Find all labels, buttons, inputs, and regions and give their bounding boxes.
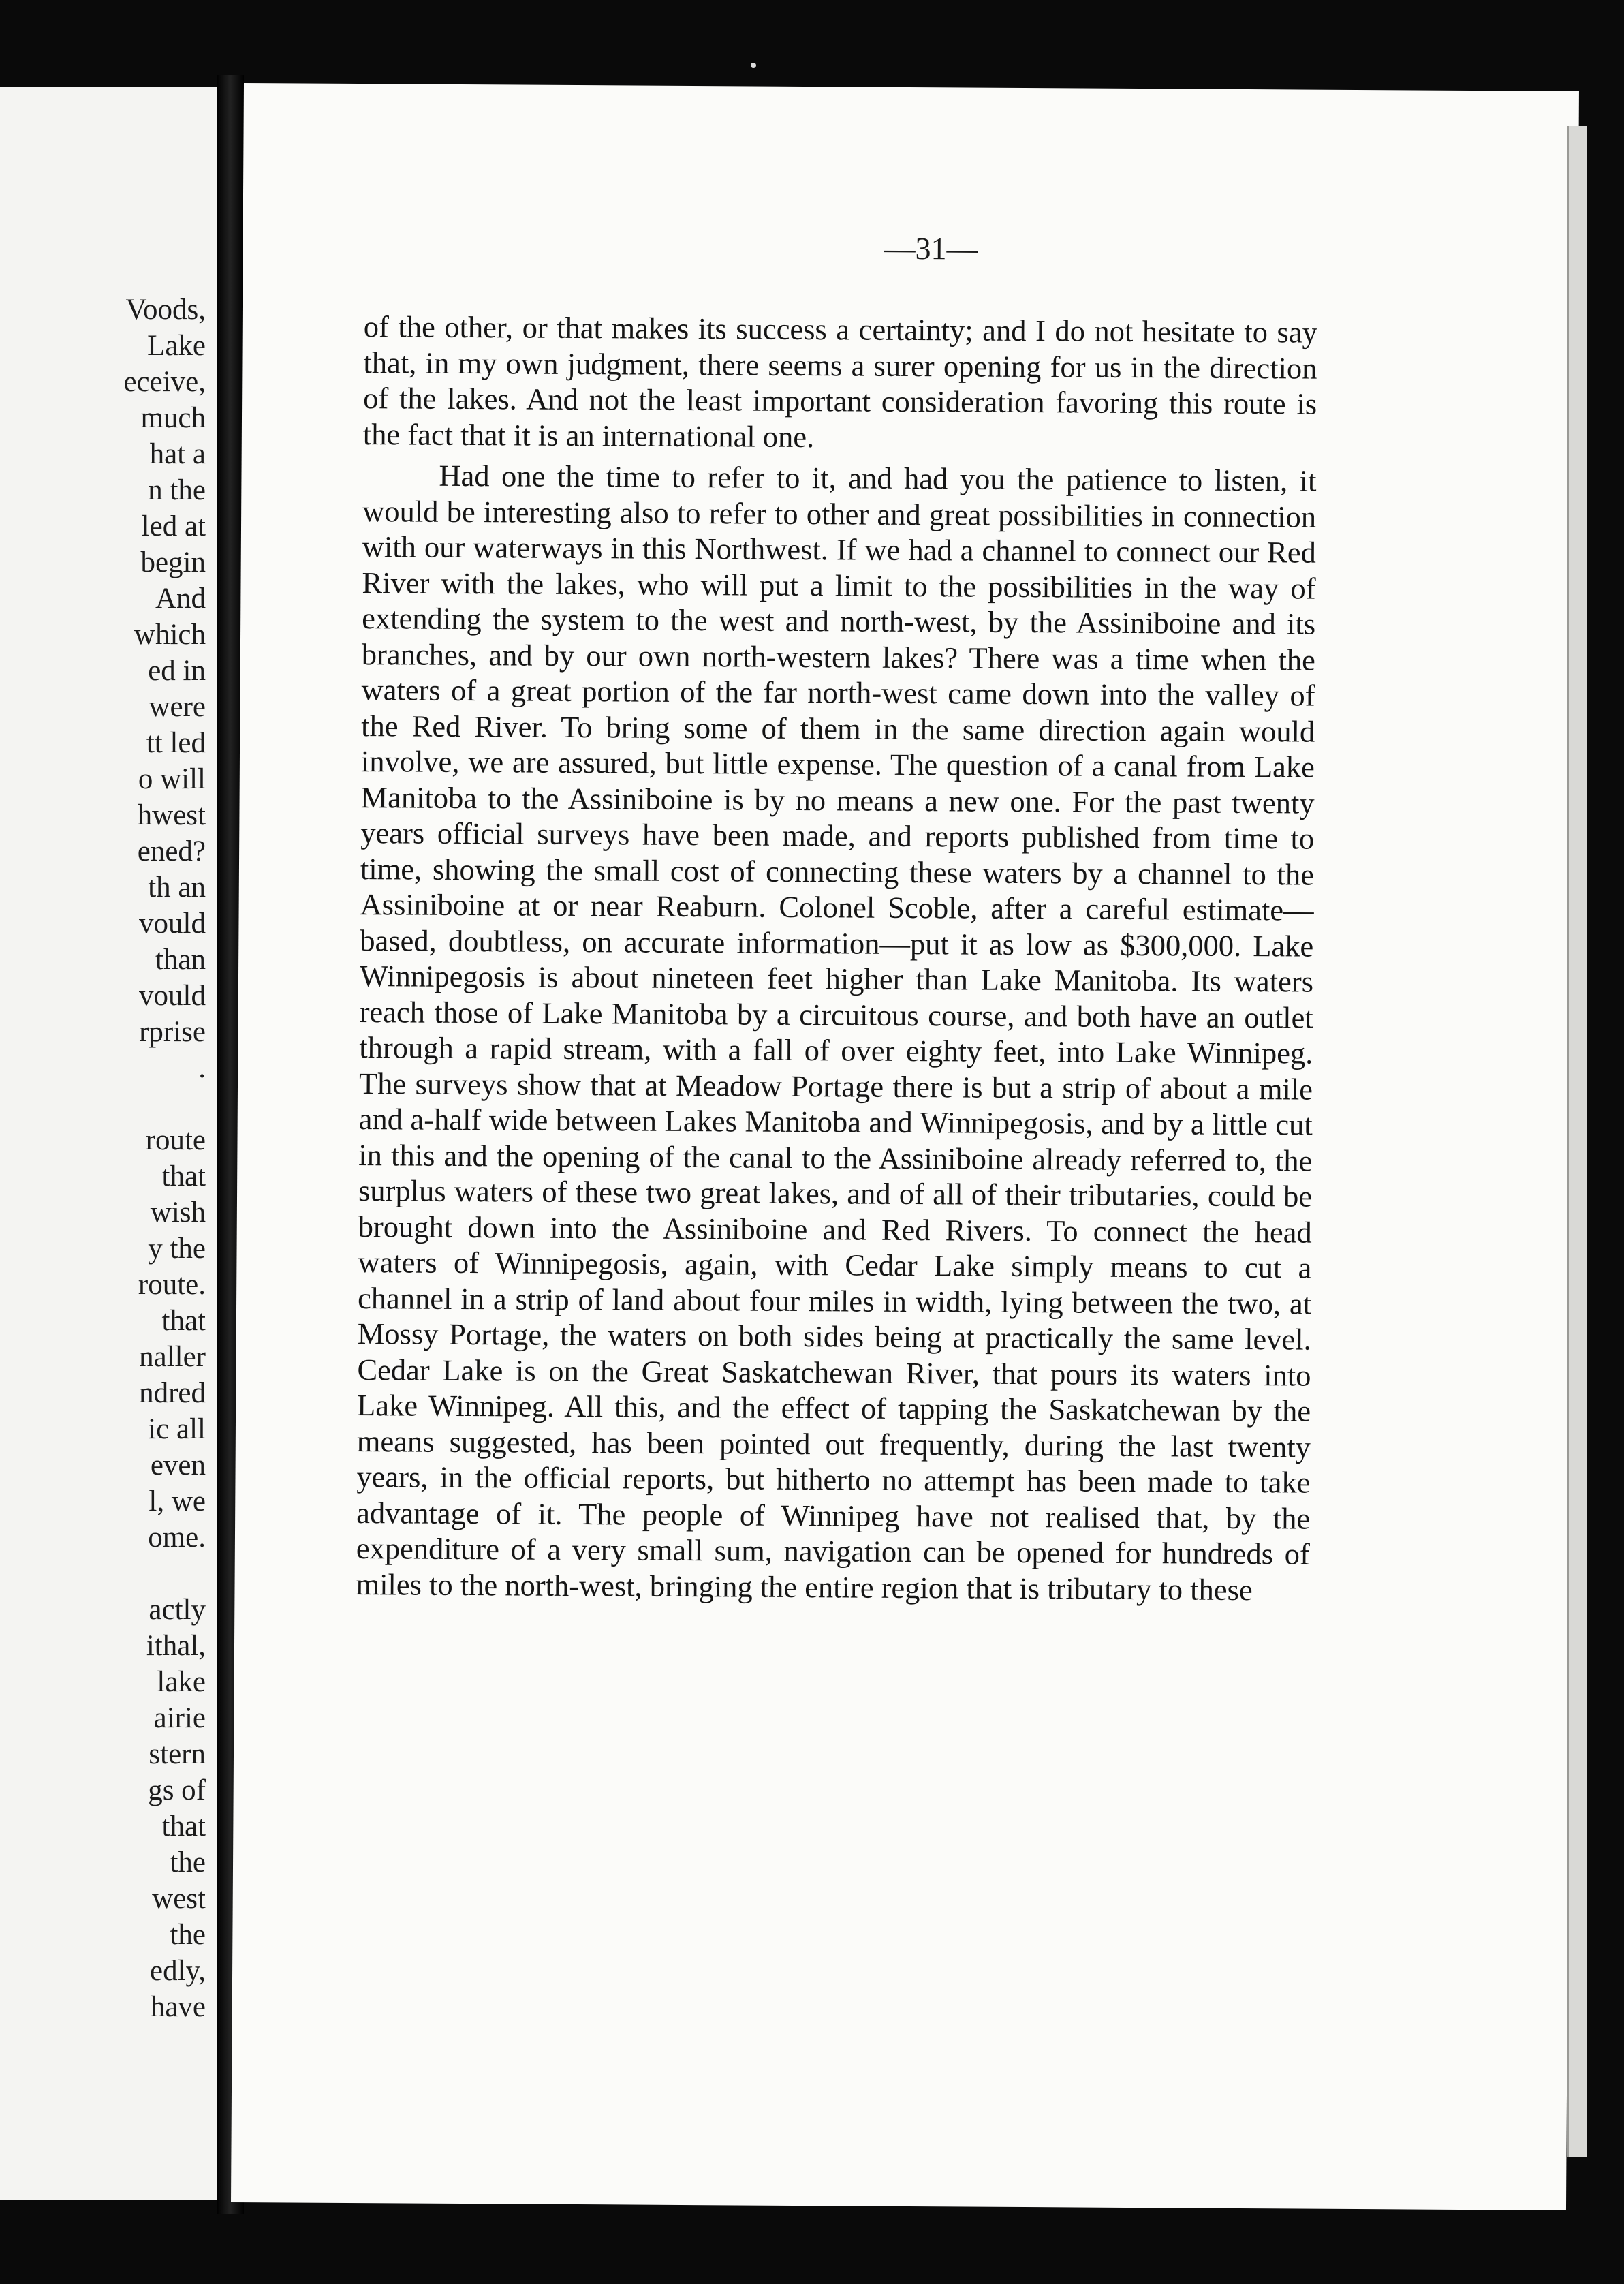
facing-page-line: edly, (150, 1955, 206, 1987)
facing-page-line: . (198, 1052, 206, 1084)
facing-page-line: airie (153, 1702, 206, 1734)
facing-page-line: route. (138, 1269, 206, 1301)
facing-page-line: ed in (148, 655, 206, 687)
facing-page-line: lake (157, 1666, 206, 1698)
facing-page-line: gs of (148, 1774, 206, 1806)
facing-page-line: ic all (148, 1413, 206, 1445)
facing-page-line: much (140, 402, 206, 434)
facing-page-line: naller (139, 1341, 206, 1373)
facing-page-line: the (170, 1919, 206, 1951)
facing-page-line: rprise (139, 1016, 206, 1048)
facing-page-line: ome. (148, 1522, 206, 1554)
facing-page-line: o will (138, 763, 206, 795)
facing-page-line (123, 1556, 206, 1592)
facing-page-line: y the (148, 1233, 206, 1265)
facing-page-line: tt led (146, 727, 206, 759)
facing-page-line: ened? (137, 835, 206, 867)
facing-page (0, 87, 229, 2200)
facing-page-line: wish (150, 1197, 206, 1229)
facing-page-line (123, 1086, 206, 1122)
page-number: —31— (884, 230, 978, 266)
facing-page-line: than (155, 944, 206, 976)
paragraph-continued: of the other, or that makes its success a certainty; and I do not hesitate to say that, in my own judgment, there seems a surer opening for us in the direction of the lakes. And not the least important consideration favoring this route is the fact that it is an international one. (362, 309, 1317, 454)
scan-speck (751, 63, 756, 68)
facing-page-line: ndred (139, 1377, 206, 1409)
facing-page-line: the (170, 1847, 206, 1879)
body-text (356, 309, 1317, 1614)
facing-page-line: begin (140, 546, 206, 578)
facing-page-line: Voods, (125, 294, 206, 326)
facing-page-line: west (152, 1883, 206, 1915)
facing-page-line: hwest (137, 799, 206, 831)
document-page (231, 83, 1579, 2210)
facing-page-line: ithal, (146, 1630, 206, 1662)
facing-page-line: Lake (147, 330, 206, 362)
facing-page-line: vould (139, 980, 206, 1012)
facing-page-line: l, we (149, 1485, 206, 1517)
paragraph: Had one the time to refer to it, and had you the patience to listen, it would be interesting also to refer to other and great possibilities in connection with our waterways in this Northwest. If we had a channel to connect our Red River with the lakes, who will put a limit to the possibilities in the way of extending the system to the west and north-west, by the Assiniboine and its branches, and by our own north-western lakes? There was a time when the waters of a great portion of the far north-west came down into the valley of the Red River. To bring some of them in the same direction again would involve, we are assured, but little expense. The question of a canal from Lake Manitoba to the Assiniboine is by no means a new one. For the past twenty years official surveys have been made, and reports published from time to time, showing the small cost of connecting these waters by a channel to the Assiniboine at or near Reaburn. Colonel Scoble, after a careful estimate—based, doubtless, on accurate information—put it as low as $300,000. Lake Winnipegosis is about nineteen feet higher than Lake Manitoba. Its waters reach those of Lake Manitoba by a circuitous course, and both have an outlet through a rapid stream, with a fall of over eighty feet, into Lake Winnipeg. The surveys show that at Meadow Portage there is but a strip of about a mile and a-half wide between Lakes Manitoba and Winnipegosis, and by a little cut in this and the opening of the canal to the Assiniboine already referred to, the surplus waters of these two great lakes, and of all of their tributaries, could be brought down into the Assiniboine and Red Rivers. To connect the head waters of Winnipegosis, again, with Cedar Lake simply means to cut a channel in a strip of land about four miles in width, lying between the two, at Mossy Portage, the waters on both sides being at practically the same level. Cedar Lake is on the Great Saskatchewan River, that pours its waters into Lake Winnipeg. All this, and the effect of tapping the Saskatchewan by the means suggested, has been pointed out frequently, during the last twenty years, in the official reports, but hitherto no attempt has been made to take advantage of it. The people of Winnipeg have not realised that, by the expenditure of a very small sum, navigation can be opened for hundreds of miles to the north-west, bringing the entire region that is tributary to these (356, 458, 1317, 1607)
page-edge (1567, 126, 1587, 2157)
facing-page-line: eceive, (123, 366, 206, 398)
facing-page-line: stern (149, 1738, 206, 1770)
facing-page-line: were (149, 691, 206, 723)
facing-page-line: which (134, 619, 206, 651)
facing-page-line: n the (148, 474, 206, 506)
facing-page-line: route (145, 1124, 206, 1156)
facing-page-text (123, 292, 206, 2025)
facing-page-line: th an (148, 871, 206, 904)
facing-page-line: vould (139, 908, 206, 940)
facing-page-line: led at (141, 510, 206, 542)
facing-page-line: that (161, 1810, 206, 1842)
facing-page-line: that (161, 1160, 206, 1192)
facing-page-line: And (155, 583, 206, 615)
facing-page-line: that (161, 1305, 206, 1337)
facing-page-line: hat a (149, 438, 206, 470)
facing-page-line: actly (149, 1594, 206, 1626)
facing-page-line: have (150, 1991, 206, 2023)
facing-page-line: even (150, 1449, 206, 1481)
